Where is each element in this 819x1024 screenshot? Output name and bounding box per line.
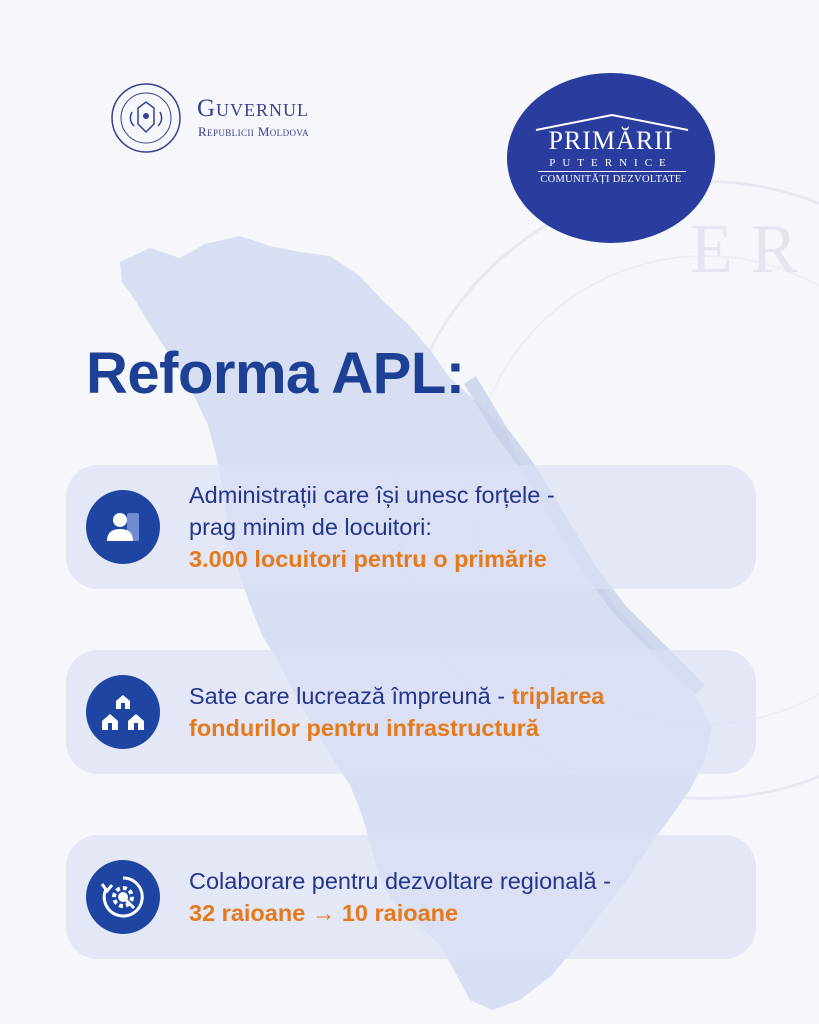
info-card-3 — [66, 835, 756, 959]
card-3-text-lead: Colaborare pentru dezvoltare regională - — [189, 868, 611, 894]
gear-cycle-icon — [86, 860, 160, 934]
card-1-line-2: prag minim de locuitori: — [189, 514, 432, 540]
card-2-text-lead: Sate care lucrează împreună - — [189, 683, 506, 709]
card-2-highlight-b: fondurilor pentru infrastructură — [189, 715, 539, 741]
info-card-2 — [66, 650, 756, 774]
government-subtitle: Republicii Moldova — [198, 124, 310, 139]
government-seal-logo — [110, 82, 182, 154]
houses-icon — [86, 675, 160, 749]
card-3-highlight: 32 raioane → 10 raioane — [189, 900, 459, 926]
card-1-text — [189, 479, 742, 575]
card-1-highlight: 3.000 locuitori pentru o primărie — [189, 546, 547, 572]
government-title: Guvernul — [197, 95, 310, 122]
person-icon — [86, 490, 160, 564]
card-3-text — [189, 865, 742, 929]
badge-tagline: COMUNITĂȚI DEZVOLTATE — [540, 174, 682, 185]
card-2-text — [189, 680, 742, 744]
card-2-highlight-a: triplarea — [511, 683, 605, 709]
headline: Reforma APL: — [86, 341, 465, 406]
badge-title: PRIMĂRII — [548, 126, 674, 155]
badge-subtitle: PUTERNICE — [549, 157, 673, 169]
background-seal-lettering: ER — [690, 211, 816, 288]
badge-divider — [538, 171, 686, 172]
info-card-1 — [66, 465, 756, 589]
card-1-line-1: Administrații care își unesc forțele - — [189, 482, 555, 508]
